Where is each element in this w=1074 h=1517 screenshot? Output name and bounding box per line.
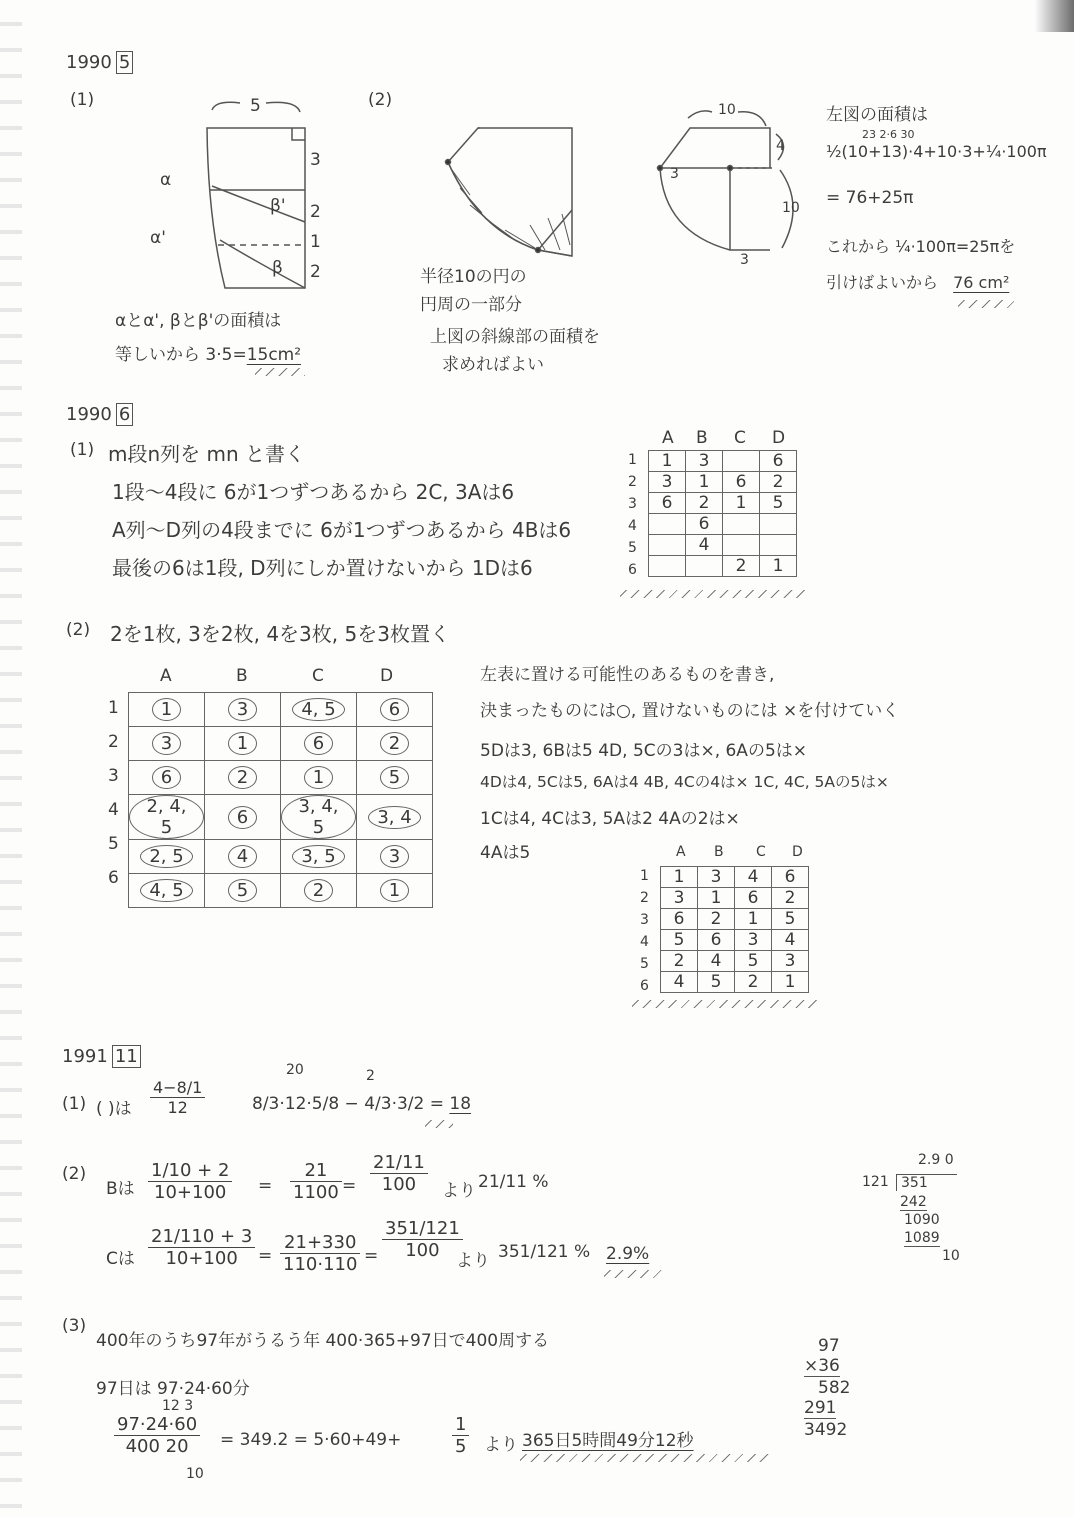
grid-cell-value: 1 bbox=[735, 493, 747, 513]
grid-cell bbox=[698, 930, 735, 951]
row-header: 3 bbox=[628, 496, 637, 512]
grid-cell bbox=[281, 874, 357, 908]
grid-cell bbox=[772, 951, 809, 972]
division-step: 1090 bbox=[904, 1212, 940, 1228]
grid-row bbox=[661, 930, 809, 951]
grid-cell-value: 3 bbox=[784, 951, 796, 971]
grid-cell bbox=[281, 795, 357, 840]
grid-cell-value: 4 bbox=[698, 535, 710, 555]
grid-cell bbox=[698, 888, 735, 909]
row-header: 6 bbox=[628, 562, 637, 578]
grid-cell bbox=[205, 727, 281, 761]
grid-cell bbox=[129, 840, 205, 874]
grid-cell bbox=[205, 693, 281, 727]
row-header: 2 bbox=[640, 890, 649, 906]
grid-cell-value: 4, 5 bbox=[292, 698, 344, 721]
grid-row bbox=[129, 795, 433, 840]
grid-cell-value: 2 bbox=[735, 556, 747, 576]
grid-cell-value: 3 bbox=[380, 845, 409, 868]
grid-cell bbox=[357, 874, 433, 908]
grid-cell-value: 6 bbox=[304, 732, 333, 755]
division-dividend: 351 bbox=[896, 1174, 957, 1191]
col-header: A bbox=[676, 844, 686, 860]
c-fraction-2: $\frac{21+330}{110\cdot 110}$ bbox=[280, 1232, 360, 1275]
heading-1990-6: 1990 6 bbox=[66, 404, 133, 425]
grid-cell-value: 5 bbox=[747, 951, 759, 971]
grid-cell bbox=[661, 930, 698, 951]
division-divisor: 121 bbox=[862, 1174, 889, 1190]
grid-cell bbox=[649, 493, 686, 514]
grid-cell-value: 2 bbox=[772, 472, 784, 492]
part-label: (1) bbox=[70, 90, 95, 110]
grid-cell bbox=[772, 930, 809, 951]
fig2-note: 半径10の円の bbox=[420, 267, 527, 287]
grid-cell bbox=[357, 795, 433, 840]
grid-cell-value: 6 bbox=[710, 930, 722, 950]
grid-cell bbox=[760, 556, 797, 577]
grid-cell bbox=[686, 514, 723, 535]
division-quotient: 2.9 0 bbox=[918, 1152, 954, 1168]
part-label: (1) bbox=[70, 440, 95, 460]
grid-cell bbox=[281, 693, 357, 727]
b-fraction-3: $\frac{21/11}{100}$ bbox=[370, 1152, 428, 1195]
grid-cell bbox=[357, 693, 433, 727]
p3-fraction-1-5: $\frac{1}{5}$ bbox=[452, 1414, 469, 1457]
fig1-label-top: 5 bbox=[250, 96, 261, 116]
p1-fraction: $\frac{4-8/1}{12}$ bbox=[150, 1078, 205, 1117]
grid-cell-value: 6 bbox=[152, 766, 181, 789]
grid-cell-value: 4 bbox=[784, 930, 796, 950]
grid-cell-value: 5 bbox=[710, 972, 722, 992]
fig3-label-left: 3 bbox=[670, 166, 679, 182]
grid-cell bbox=[649, 472, 686, 493]
grid-cell bbox=[735, 930, 772, 951]
fig1-label-r3: 1 bbox=[310, 232, 321, 252]
grid-cell bbox=[649, 556, 686, 577]
grid-cell bbox=[686, 535, 723, 556]
grid-cell-value: 5 bbox=[784, 909, 796, 929]
p1-top-number: 2 bbox=[366, 1068, 375, 1084]
grid-cell-value: 1 bbox=[710, 888, 722, 908]
solution-line: 1段〜4段に 6が1つずつあるから 2C, 3Aは6 bbox=[112, 480, 515, 504]
note-line: 5Dは3, 6Bは5 4D, 5Cの3は×, 6Aの5は× bbox=[480, 741, 808, 761]
grid-cell bbox=[205, 795, 281, 840]
note-line: 4Aは5 bbox=[480, 843, 531, 863]
grid-cell-value: 2 bbox=[228, 766, 257, 789]
col-header: D bbox=[772, 428, 786, 448]
grid-cell bbox=[281, 727, 357, 761]
mult-result: 3492 bbox=[804, 1420, 848, 1440]
grid-cell-value: 6 bbox=[661, 493, 673, 513]
row-header: 1 bbox=[108, 698, 119, 718]
fig1-label-r1: 3 bbox=[310, 150, 321, 170]
grid-cell bbox=[205, 874, 281, 908]
equals: = bbox=[258, 1246, 273, 1266]
solution-line: 最後の6は1段, D列にしか置けないから 1Dは6 bbox=[112, 556, 533, 580]
grid-row bbox=[661, 972, 809, 993]
grid-row bbox=[661, 951, 809, 972]
fig1-beta-prime: β' bbox=[270, 196, 286, 216]
grid-cell-value: 1 bbox=[673, 867, 685, 887]
grid-row bbox=[649, 472, 797, 493]
grid-row bbox=[129, 761, 433, 795]
grid-cell bbox=[661, 867, 698, 888]
equals: = bbox=[258, 1176, 273, 1196]
grid-row bbox=[649, 493, 797, 514]
grid-cell-value: 1 bbox=[784, 972, 796, 992]
col-header: D bbox=[380, 666, 394, 686]
division-remainder: 10 bbox=[942, 1248, 960, 1264]
row-header: 5 bbox=[108, 834, 119, 854]
grid-cell-value: 4 bbox=[747, 867, 759, 887]
grid-cell bbox=[686, 472, 723, 493]
grid-cell-value: 6 bbox=[228, 806, 257, 829]
grid-cell bbox=[735, 972, 772, 993]
grid-cell-value: 3, 5 bbox=[292, 845, 344, 868]
grid-cell-value: 6 bbox=[772, 451, 784, 471]
fig3-label-r1: 4 bbox=[776, 138, 785, 154]
mult-row: 582 bbox=[818, 1378, 851, 1398]
mult-b: ×36 bbox=[804, 1356, 840, 1376]
grid-cell bbox=[698, 867, 735, 888]
b-fraction-1: $\frac{1/10 + 2}{10+100}$ bbox=[148, 1160, 232, 1203]
grid-cell-value: 1 bbox=[772, 556, 784, 576]
grid-cell bbox=[686, 493, 723, 514]
grid-cell bbox=[357, 727, 433, 761]
grid-cell-value: 5 bbox=[380, 766, 409, 789]
row-header: 1 bbox=[628, 452, 637, 468]
grid-cell bbox=[735, 888, 772, 909]
small-grid bbox=[648, 450, 797, 577]
heading-1991-11: 1991 11 bbox=[62, 1046, 141, 1067]
row-header: 2 bbox=[628, 474, 637, 490]
p1-top-number: 20 bbox=[286, 1062, 304, 1078]
grid-cell-value: 1 bbox=[747, 909, 759, 929]
grid-cell bbox=[735, 867, 772, 888]
figure-1 bbox=[207, 102, 305, 288]
col-header: D bbox=[792, 844, 803, 860]
grid-cell bbox=[760, 472, 797, 493]
row-header: 2 bbox=[108, 732, 119, 752]
fig1-note: αとα', βとβ'の面積は bbox=[115, 311, 282, 331]
grid-cell-value: 4 bbox=[228, 845, 257, 868]
part-label: (2) bbox=[66, 620, 91, 640]
c-final-answer: 2.9% bbox=[606, 1244, 650, 1264]
grid-cell bbox=[735, 951, 772, 972]
grid-cell-value: 3, 4, 5 bbox=[281, 795, 356, 839]
fig1-label-r4: 2 bbox=[310, 262, 321, 282]
p3-fraction: $\frac{97\cdot 24\cdot 60}{400 20}$ bbox=[114, 1414, 200, 1457]
p3-line: 97日は 97·24·60分 bbox=[96, 1379, 250, 1399]
equals: = bbox=[364, 1246, 379, 1266]
part-label: (2) bbox=[62, 1164, 87, 1184]
calc-line: これから ¼·100π=25πを bbox=[826, 237, 1016, 256]
p1-text: ( )は bbox=[96, 1099, 132, 1119]
calc-answer: 76 cm² bbox=[953, 273, 1010, 292]
solution-line: 2を1枚, 3を2枚, 4を3枚, 5を3枚置く bbox=[110, 622, 450, 646]
figure-2 bbox=[446, 128, 573, 256]
grid-cell bbox=[723, 535, 760, 556]
division-step: 242 bbox=[900, 1194, 927, 1210]
grid-cell bbox=[129, 874, 205, 908]
p3-line: 400年のうち97年がうるう年 400·365+97日で400周する bbox=[96, 1331, 550, 1351]
grid-cell-value: 5 bbox=[772, 493, 784, 513]
grid-cell-value: 1 bbox=[380, 879, 409, 902]
col-header: A bbox=[160, 666, 172, 686]
grid-cell bbox=[686, 556, 723, 577]
grid-row bbox=[661, 867, 809, 888]
fig1-beta: β bbox=[272, 258, 283, 278]
row-header: 6 bbox=[108, 868, 119, 888]
division-step: 1089 bbox=[904, 1230, 940, 1246]
grid-cell-value: 6 bbox=[698, 514, 710, 534]
note-line: 決まったものには○, 置けないものには ×を付けていく bbox=[480, 701, 900, 721]
p3-small-numbers: 12 3 bbox=[162, 1398, 194, 1414]
mult-row: 291 bbox=[804, 1398, 837, 1418]
grid-cell bbox=[760, 535, 797, 556]
row-header: 5 bbox=[640, 956, 649, 972]
grid-cell bbox=[129, 727, 205, 761]
fig2-note: 上図の斜線部の面積を bbox=[430, 327, 600, 347]
calc-line: ½(10+13)·4+10·3+¼·100π bbox=[826, 142, 1047, 161]
fig2-note: 円周の一部分 bbox=[420, 295, 522, 315]
p1-answer: 18 bbox=[449, 1094, 472, 1114]
grid-cell-value: 3 bbox=[710, 867, 722, 887]
grid-cell-value: 2, 4, 5 bbox=[129, 795, 204, 839]
grid-cell-value: 6 bbox=[747, 888, 759, 908]
grid-row bbox=[129, 874, 433, 908]
answer-squiggle bbox=[604, 1270, 662, 1278]
equals: = bbox=[342, 1176, 357, 1196]
b-fraction-2: $\frac{21}{1100}$ bbox=[290, 1160, 342, 1203]
answer-squiggle bbox=[632, 1000, 818, 1008]
fig1-note: 等しいから 3·5=15cm² bbox=[115, 345, 302, 365]
grid-cell bbox=[357, 840, 433, 874]
grid-cell bbox=[760, 493, 797, 514]
grid-cell bbox=[686, 451, 723, 472]
grid-cell-value: 2 bbox=[698, 493, 710, 513]
fig1-alpha: α bbox=[160, 170, 172, 190]
grid-cell-value: 1 bbox=[228, 732, 257, 755]
grid-cell-value: 1 bbox=[698, 472, 710, 492]
calc-title: 左図の面積は bbox=[826, 105, 928, 125]
grid-cell bbox=[698, 909, 735, 930]
calc-line: 引けばよいから 76 cm² bbox=[826, 273, 1010, 292]
c-answer: 351/121 % bbox=[498, 1242, 591, 1262]
row-header: 4 bbox=[108, 800, 119, 820]
grid-cell-value: 5 bbox=[673, 930, 685, 950]
calc-line: = 76+25π bbox=[826, 188, 914, 208]
grid-row bbox=[649, 556, 797, 577]
heading-1990-5: 1990 5 bbox=[66, 52, 133, 73]
b-label: Bは bbox=[106, 1179, 135, 1199]
grid-cell bbox=[661, 888, 698, 909]
grid-row bbox=[129, 840, 433, 874]
row-header: 5 bbox=[628, 540, 637, 556]
answer-squiggle bbox=[958, 300, 1014, 308]
answer-squiggle bbox=[255, 368, 305, 376]
grid-cell bbox=[772, 909, 809, 930]
final-grid bbox=[660, 866, 809, 993]
answer-squiggle bbox=[620, 590, 806, 598]
yori: より bbox=[456, 1251, 490, 1271]
grid-cell bbox=[760, 451, 797, 472]
fig3-label-top: 10 bbox=[718, 102, 736, 118]
grid-cell bbox=[649, 451, 686, 472]
grid-cell bbox=[760, 514, 797, 535]
answer-squiggle bbox=[425, 1120, 453, 1128]
fig1-label-r2: 2 bbox=[310, 202, 321, 222]
fig3-label-r2: 10 bbox=[782, 200, 800, 216]
grid-row bbox=[649, 451, 797, 472]
grid-cell-value: 6 bbox=[735, 472, 747, 492]
row-header: 6 bbox=[640, 978, 649, 994]
col-header: A bbox=[662, 428, 674, 448]
grid-cell bbox=[661, 972, 698, 993]
c-fraction-3: $\frac{351/121}{100}$ bbox=[382, 1218, 463, 1261]
grid-cell-value: 3 bbox=[228, 698, 257, 721]
row-header: 3 bbox=[640, 912, 649, 928]
grid-cell bbox=[661, 951, 698, 972]
solution-line: m段n列を mn と書く bbox=[108, 442, 306, 466]
col-header: C bbox=[312, 666, 324, 686]
col-header: C bbox=[734, 428, 746, 448]
row-header: 1 bbox=[640, 868, 649, 884]
grid-cell-value: 6 bbox=[784, 867, 796, 887]
grid-cell-value: 2 bbox=[673, 951, 685, 971]
col-header: B bbox=[236, 666, 248, 686]
grid-row bbox=[129, 693, 433, 727]
grid-cell-value: 6 bbox=[380, 698, 409, 721]
grid-cell-value: 2 bbox=[304, 879, 333, 902]
grid-cell-value: 3, 4 bbox=[368, 806, 420, 829]
grid-cell bbox=[772, 867, 809, 888]
b-answer: 21/11 % bbox=[478, 1172, 549, 1192]
calc-small-numbers: 23 2·6 30 bbox=[862, 128, 915, 141]
row-header: 4 bbox=[640, 934, 649, 950]
grid-cell bbox=[772, 888, 809, 909]
grid-cell-value: 3 bbox=[747, 930, 759, 950]
yori: より bbox=[442, 1181, 476, 1201]
fig1-alpha-prime: α' bbox=[150, 228, 166, 248]
grid-cell bbox=[772, 972, 809, 993]
grid-row bbox=[661, 909, 809, 930]
row-header: 3 bbox=[108, 766, 119, 786]
grid-row bbox=[661, 888, 809, 909]
part-label: (3) bbox=[62, 1316, 87, 1336]
grid-cell bbox=[723, 514, 760, 535]
p1-expression: 8/3·12·5/8 − 4/3·3/2 = 18 bbox=[252, 1094, 472, 1114]
grid-cell bbox=[205, 840, 281, 874]
grid-cell-value: 3 bbox=[698, 451, 710, 471]
grid-cell bbox=[357, 761, 433, 795]
c-label: Cは bbox=[106, 1249, 135, 1269]
grid-cell bbox=[735, 909, 772, 930]
fig2-note: 求めればよい bbox=[442, 355, 544, 375]
col-header: B bbox=[696, 428, 708, 448]
grid-cell-value: 2 bbox=[747, 972, 759, 992]
grid-cell bbox=[649, 514, 686, 535]
fig3-label-bottom: 3 bbox=[740, 252, 749, 268]
grid-row bbox=[129, 727, 433, 761]
grid-cell-value: 2 bbox=[784, 888, 796, 908]
grid-cell bbox=[723, 556, 760, 577]
grid-cell-value: 5 bbox=[228, 879, 257, 902]
grid-cell bbox=[698, 951, 735, 972]
grid-cell bbox=[205, 761, 281, 795]
grid-cell-value: 4, 5 bbox=[140, 879, 192, 902]
grid-row bbox=[649, 514, 797, 535]
note-line: 左表に置ける可能性のあるものを書き, bbox=[480, 665, 775, 685]
grid-cell bbox=[723, 472, 760, 493]
grid-cell bbox=[649, 535, 686, 556]
p3-small-denominator: 10 bbox=[186, 1466, 204, 1482]
grid-cell-value: 3 bbox=[152, 732, 181, 755]
grid-cell bbox=[281, 761, 357, 795]
grid-cell bbox=[129, 761, 205, 795]
c-fraction-1: $\frac{21/110 + 3}{10+100}$ bbox=[148, 1226, 255, 1269]
big-grid bbox=[128, 692, 433, 908]
grid-cell-value: 4 bbox=[710, 951, 722, 971]
grid-row bbox=[649, 535, 797, 556]
grid-cell-value: 2 bbox=[380, 732, 409, 755]
grid-cell-value: 1 bbox=[304, 766, 333, 789]
row-header: 4 bbox=[628, 518, 637, 534]
grid-cell bbox=[723, 451, 760, 472]
grid-cell bbox=[723, 493, 760, 514]
note-line: 4Dは4, 5Cは5, 6Aは4 4B, 4Cの4は× 1C, 4C, 5Aの5は× bbox=[480, 773, 889, 791]
p3-answer: 365日5時間49分12秒 bbox=[522, 1431, 694, 1451]
grid-cell bbox=[129, 795, 205, 840]
yori: より bbox=[484, 1435, 518, 1455]
grid-cell bbox=[661, 909, 698, 930]
p3-equation: = 349.2 = 5·60+49+ bbox=[220, 1430, 402, 1450]
grid-cell-value: 4 bbox=[673, 972, 685, 992]
grid-cell-value: 3 bbox=[661, 472, 673, 492]
grid-cell-value: 6 bbox=[673, 909, 685, 929]
part-label: (2) bbox=[368, 90, 393, 110]
grid-cell bbox=[129, 693, 205, 727]
mult-a: 97 bbox=[818, 1336, 840, 1356]
grid-cell-value: 2, 5 bbox=[140, 845, 192, 868]
answer-squiggle bbox=[520, 1454, 770, 1462]
grid-cell bbox=[281, 840, 357, 874]
fig1-answer: 15cm² bbox=[246, 345, 302, 365]
grid-cell-value: 3 bbox=[673, 888, 685, 908]
grid-cell-value: 1 bbox=[661, 451, 673, 471]
part-label: (1) bbox=[62, 1094, 87, 1114]
grid-cell-value: 2 bbox=[710, 909, 722, 929]
col-header: B bbox=[714, 844, 724, 860]
note-line: 1Cは4, 4Cは3, 5Aは2 4Aの2は× bbox=[480, 809, 740, 829]
grid-cell-value: 1 bbox=[152, 698, 181, 721]
col-header: C bbox=[756, 844, 766, 860]
solution-line: A列〜D列の4段までに 6が1つずつあるから 4Bは6 bbox=[112, 518, 572, 542]
grid-cell bbox=[698, 972, 735, 993]
